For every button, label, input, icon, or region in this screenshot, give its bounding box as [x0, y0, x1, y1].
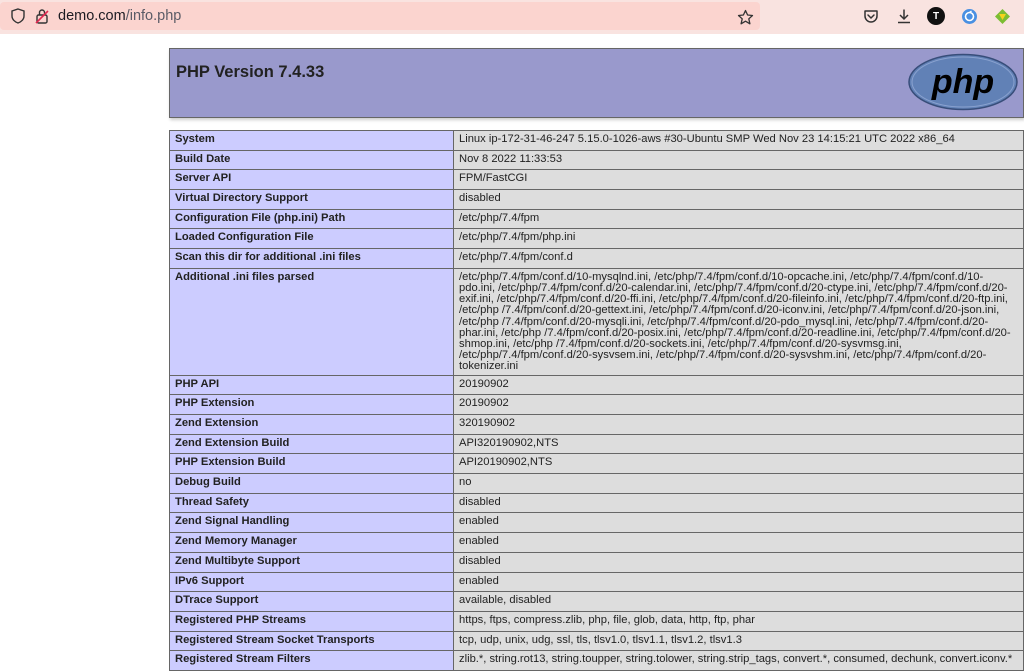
table-row	[170, 131, 1024, 151]
row-value: 20190902	[454, 375, 1024, 395]
table-row	[170, 415, 1024, 435]
row-value: disabled	[454, 493, 1024, 513]
row-value: 320190902	[454, 415, 1024, 435]
table-row	[170, 229, 1024, 249]
row-value: enabled	[454, 513, 1024, 533]
row-key: Registered PHP Streams	[170, 611, 454, 631]
address-bar[interactable]	[0, 2, 760, 30]
table-row	[170, 434, 1024, 454]
row-key: Build Date	[170, 150, 454, 170]
extension-icon[interactable]	[993, 7, 1011, 25]
table-row	[170, 395, 1024, 415]
row-key: Scan this dir for additional .ini files	[170, 249, 454, 269]
row-key: IPv6 Support	[170, 572, 454, 592]
row-value: /etc/php/7.4/fpm/php.ini	[454, 229, 1024, 249]
row-key: Zend Extension	[170, 415, 454, 435]
table-row	[170, 249, 1024, 269]
row-value: API320190902,NTS	[454, 434, 1024, 454]
row-key: Zend Signal Handling	[170, 513, 454, 533]
row-key: Thread Safety	[170, 493, 454, 513]
shield-icon[interactable]	[10, 8, 26, 24]
row-value: https, ftps, compress.zlib, php, file, glob, data, http, ftp, phar	[454, 611, 1024, 631]
row-key: System	[170, 131, 454, 151]
bookmark-star-icon[interactable]	[736, 8, 754, 26]
row-key: Zend Extension Build	[170, 434, 454, 454]
profile-initial: T	[932, 10, 940, 22]
table-row	[170, 474, 1024, 494]
row-value: 20190902	[454, 395, 1024, 415]
table-row	[170, 209, 1024, 229]
row-key: PHP API	[170, 375, 454, 395]
row-value: available, disabled	[454, 592, 1024, 612]
row-key: PHP Extension	[170, 395, 454, 415]
page-title: PHP Version 7.4.33	[176, 63, 325, 81]
table-row	[170, 572, 1024, 592]
row-value: disabled	[454, 190, 1024, 210]
url-path: /info.php	[125, 8, 182, 24]
row-value: enabled	[454, 533, 1024, 553]
profile-avatar[interactable]	[927, 7, 945, 25]
row-key: Additional .ini files parsed	[170, 268, 454, 375]
url-host: demo.com	[58, 8, 126, 24]
row-key: Registered Stream Filters	[170, 651, 454, 671]
row-key: Loaded Configuration File	[170, 229, 454, 249]
pocket-icon[interactable]	[862, 7, 880, 25]
table-row	[170, 533, 1024, 553]
table-row	[170, 150, 1024, 170]
row-value: enabled	[454, 572, 1024, 592]
browser-toolbar	[0, 0, 1024, 34]
table-row	[170, 631, 1024, 651]
row-value: zlib.*, string.rot13, string.toupper, string.tolower, string.strip_tags, convert.*, consumed, dechunk, convert.iconv.*	[454, 651, 1024, 671]
row-key: Configuration File (php.ini) Path	[170, 209, 454, 229]
row-key: Zend Memory Manager	[170, 533, 454, 553]
row-value: disabled	[454, 552, 1024, 572]
table-row	[170, 493, 1024, 513]
row-value: tcp, udp, unix, udg, ssl, tls, tlsv1.0, tlsv1.1, tlsv1.2, tlsv1.3	[454, 631, 1024, 651]
table-row	[170, 190, 1024, 210]
row-value: /etc/php/7.4/fpm/conf.d	[454, 249, 1024, 269]
row-value: Linux ip-172-31-46-247 5.15.0-1026-aws #30-Ubuntu SMP Wed Nov 23 14:15:21 UTC 2022 x86_64	[454, 131, 1024, 151]
extension-icon[interactable]	[960, 7, 978, 25]
table-row	[170, 375, 1024, 395]
row-key: DTrace Support	[170, 592, 454, 612]
row-value: /etc/php/7.4/fpm/conf.d/10-mysqlnd.ini, /etc/php/7.4/fpm/conf.d/10-opcache.ini, /etc/php/7.4/fpm/conf.d/10-pdo.ini, /etc/php/7.4/fpm/conf.d/20-calendar.ini, /etc/php/7.4/fpm/conf.d/20-ctype.ini, /etc/php/7.4/fpm/conf.d/20-exif.ini, /etc/php/7.4/fpm/conf.d/20-ffi.ini, /etc/php/7.4/fpm/conf.d/20-fileinfo.ini, /etc/php/7.4/fpm/conf.d/20-ftp.ini, /etc/php /7.4/fpm/conf.d/20-gettext.ini, /etc/php/7.4/fpm/conf.d/20-iconv.ini, /etc/php/7.4/fpm/conf.d/20-json.ini, /etc/php /7.4/fpm/conf.d/20-mysqli.ini, /etc/php/7.4/fpm/conf.d/20-pdo_mysql.ini, /etc/php/7.4/fpm/conf.d/20-phar.ini, /etc/php /7.4/fpm/conf.d/20-posix.ini, /etc/php/7.4/fpm/conf.d/20-readline.ini, /etc/php/7.4/fpm/conf.d/20-shmop.ini, /etc/php /7.4/fpm/conf.d/20-sockets.ini, /etc/php/7.4/fpm/conf.d/20-sysvmsg.ini, /etc/php/7.4/fpm/conf.d/20-sysvsem.ini, /etc/php/7.4/fpm/conf.d/20-sysvshm.ini, /etc/php/7.4/fpm/conf.d/20-tokenizer.ini	[454, 268, 1024, 375]
php-logo-text: php	[931, 63, 995, 101]
table-row	[170, 513, 1024, 533]
php-version-header	[169, 48, 1024, 118]
php-logo[interactable]	[907, 53, 1019, 116]
row-key: Virtual Directory Support	[170, 190, 454, 210]
row-key: Registered Stream Socket Transports	[170, 631, 454, 651]
table-row	[170, 170, 1024, 190]
table-row	[170, 552, 1024, 572]
row-key: Zend Multibyte Support	[170, 552, 454, 572]
row-value: API20190902,NTS	[454, 454, 1024, 474]
lock-warning-icon[interactable]	[34, 8, 50, 24]
row-value: no	[454, 474, 1024, 494]
table-row	[170, 592, 1024, 612]
table-row	[170, 454, 1024, 474]
download-icon[interactable]	[895, 7, 913, 25]
row-value: /etc/php/7.4/fpm	[454, 209, 1024, 229]
table-row	[170, 651, 1024, 671]
row-key: Server API	[170, 170, 454, 190]
table-row	[170, 611, 1024, 631]
php-info-table	[169, 130, 1024, 671]
row-value: FPM/FastCGI	[454, 170, 1024, 190]
url-text[interactable]	[58, 2, 181, 30]
row-key: Debug Build	[170, 474, 454, 494]
table-row	[170, 268, 1024, 375]
row-value: Nov 8 2022 11:33:53	[454, 150, 1024, 170]
row-key: PHP Extension Build	[170, 454, 454, 474]
